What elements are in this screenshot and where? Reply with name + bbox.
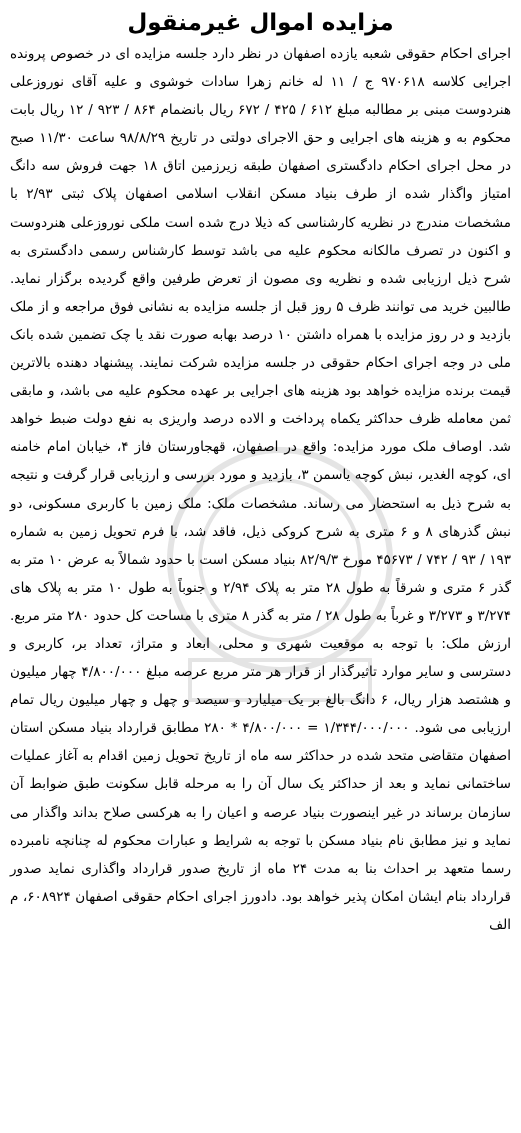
document-body: اجرای احکام حقوقی شعبه یازده اصفهان در نظر دارد جلسه مزایده ای در خصوص پرونده اجرایی کلاسه ۹۷۰۶۱۸ ج / ۱۱ له خانم زهرا سادات خوشوی و علیه آقای نوروزعلی هنردوست مبنی بر مطالبه مبلغ ۶۱۲ / ۴۲۵ / ۶۷۲ ریال بانضمام ۸۶۴ / ۹۲۳ / ۱۲ ریال بابت محکوم به و هزینه های اجرایی و حق الاجرای دولتی در تاریخ ۹۸/۸/۲۹ ساعت ۱۱/۳۰ صبح در محل اجرای احکام دادگستری اصفهان طبقه زیرزمین اتاق ۱۸ جهت فروش سه دانگ امتیاز واگذار شده از طرف بنیاد مسکن انقلاب اسلامی اصفهان پلاک ثبتی ۲/۹۳ با مشخصات مندرج در نظریه کارشناسی که ذیلا درج شده است ملکی نوروزعلی هنردوست و اکنون در تصرف مالکانه محکوم علیه می باشد توسط کارشناس رسمی دادگستری به شرح ذیل ارزیابی شده و نظریه وی مصون از تعرض طرفین واقع گردیده برگزار نماید. طالبین خرید می توانند ظرف ۵ روز قبل از جلسه مزایده به نشانی فوق مراجعه و از ملک بازدید و در روز مزایده با همراه داشتن ۱۰ درصد بهابه صورت نقد یا چک تضمین شده بانک ملی در وجه اجرای احکام حقوقی در جلسه مزایده شرکت نمایند. پیشنهاد دهنده بالاترین قیمت برنده مزایده خواهد بود هزینه های اجرایی بر عهده محکوم علیه می باشد، و مابقی ثمن معامله ظرف حداکثر یکماه پرداخت و الاده درصد واریزی به نفع دولت ضبط خواهد شد. اوصاف ملک مورد مزایده: واقع در اصفهان، قهجاورستان فاز ۴، خیابان امام خامنه ای، کوچه الغدیر، نبش کوچه یاسمن ۳، بازدید و مورد بررسی و ارزیابی قرار گرفت و نتیجه به شرح ذیل به استحضار می رساند. مشخصات ملک: ملک زمین با کاربری مسکونی، دو نبش گذرهای ۸ و ۶ متری به شرح کروکی ذیل، فاقد شد، با فرم تحویل زمین به شماره ۱۹۳ / ۹۳ / ۷۴۲ / ۴۵۶۷۳ مورخ ۸۲/۹/۳ بنیاد مسکن است با حدود شمالاً به عرض ۱۰ متر به گذر ۶ متری و شرقاً به طول ۲۸ متر به پلاک ۲/۹۴ و جنوباً به طول ۱۰ متر به پلاک های ۳/۲۷۴ و ۳/۲۷۳ و غرباً به طول ۲۸ / متر به گذر ۸ متری با مساحت کل حدود ۲۸۰ متر مربع. ارزش ملک: با توجه به موقعیت شهری و محلی، ابعاد و متراژ، تعداد بر، کاربری و دسترسی و سایر موارد تاثیرگذار از قرار هر متر مربع عرصه مبلغ ۴/۸۰۰/۰۰۰ چهار میلیون و هشتصد هزار ریال، ۶ دانگ بالغ بر یک میلیارد و سیصد و چهل و چهار میلیون ریال تمام ارزیابی می شود. ۱/۳۴۴/۰۰۰/۰۰۰ = ۴/۸۰۰/۰۰۰ * ۲۸۰ مطابق قرارداد بنیاد مسکن استان اصفهان متقاضی متحد شده در حداکثر سه ماه از تاریخ تحویل زمین اقدام به آغاز عملیات ساختمانی نماید و بعد از حداکثر یک سال آن را به مرحله قابل سکونت طبق ضوابط آن سازمان برساند در غیر اینصورت بنیاد عرصه و اعیان را به هرکسی صلاح بداند واگذار می نماید و نیز مطابق نام بنیاد مسکن با توجه به شرایط و عبارات محکوم له چنانچه نامبرده رسما متعهد بر احداث بنا به مدت ۲۴ ماه از تاریخ صدور قرارداد واگذاری نماید صدور قرارداد بنام ایشان امکان پذیر خواهد بود. دادورز اجرای احکام حقوقی اصفهان ۶۰۸۹۲۴، م الف: [10, 46, 512, 933]
document-title: مزایده اموال غیرمنقول: [127, 10, 394, 36]
